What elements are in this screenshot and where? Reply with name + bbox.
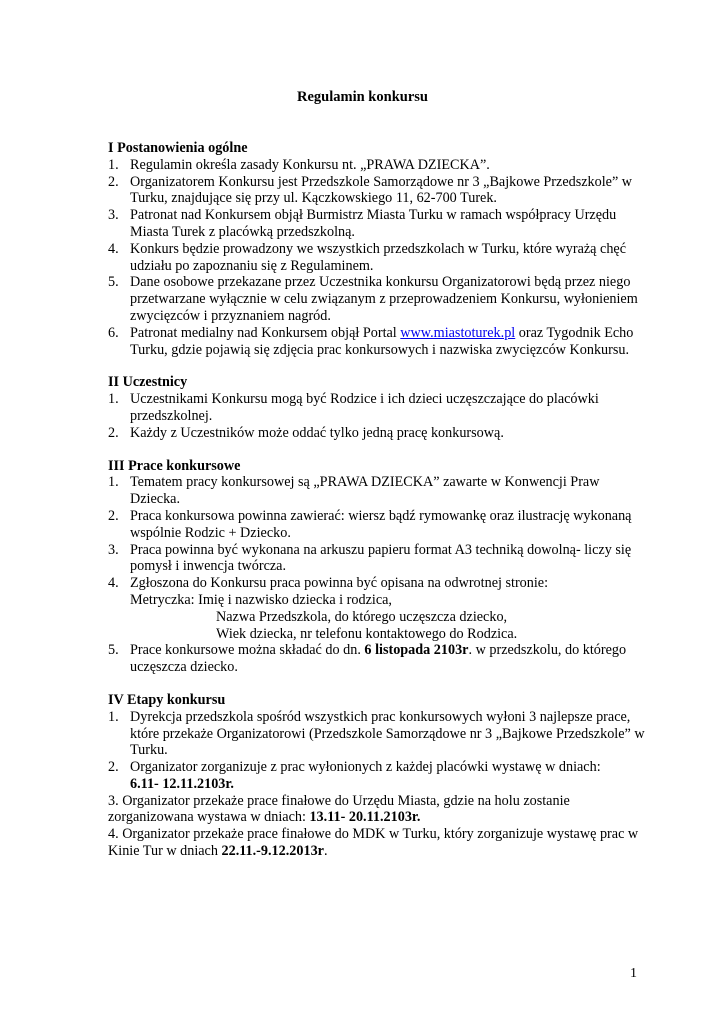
- item-text: Konkurs będzie prowadzony we wszystkich przedszkolach w Turku, które wyrażą chęć udziału po zapoznaniu się z Regulaminem.: [130, 240, 627, 274]
- metryczka-line: Nazwa Przedszkola, do którego uczęszcza dziecko,: [216, 608, 508, 625]
- page-number: 1: [630, 966, 637, 981]
- item-number: 2.: [108, 424, 119, 441]
- item-number: 2.: [108, 507, 119, 524]
- item-number: 3.: [108, 207, 119, 224]
- item-text: Regulamin określa zasady Konkursu nt. „PRAWA DZIECKA”.: [130, 156, 490, 173]
- list-item: [108, 542, 648, 576]
- portal-link[interactable]: www.miastoturek.pl: [400, 324, 516, 341]
- numbered-list: [108, 709, 648, 793]
- item-text: Patronat nad Konkursem objął Burmistrz Miasta Turku w ramach współpracy Urzędu Miasta Turek z placówką przedszkolną.: [130, 207, 617, 240]
- exhibition-dates: 22.11.-9.12.2013r: [221, 843, 324, 860]
- list-item: [108, 391, 648, 425]
- item-text: Każdy z Uczestników może oddać tylko jedną pracę konkursową.: [130, 424, 504, 441]
- item-text-part: .: [323, 843, 328, 860]
- list-item: [108, 575, 648, 642]
- list-item: [108, 157, 648, 174]
- item-number: 1.: [108, 391, 119, 408]
- list-item: [108, 508, 648, 542]
- item-number: 2.: [108, 759, 119, 776]
- list-item: [108, 642, 648, 676]
- item-text: Praca powinna być wykonana na arkuszu papieru format A3 techniką dowolną- liczy się pomysł i inwencja twórcza.: [130, 541, 632, 575]
- exhibition-dates: 13.11- 20.11.2103r.: [309, 809, 421, 826]
- list-item: [108, 241, 648, 275]
- item-number: 6.: [108, 324, 119, 341]
- item-number: 1.: [108, 156, 119, 173]
- item-text: [130, 759, 648, 793]
- item-text: Tematem pracy konkursowej są „PRAWA DZIECKA” zawarte w Konwencji Praw Dziecka.: [130, 474, 600, 508]
- section-general-provisions: [108, 140, 648, 358]
- section-heading: IV Etapy konkursu: [108, 691, 226, 708]
- list-item: [108, 274, 648, 324]
- metryczka-line: Metryczka: Imię i nazwisko dziecka i rodzica,: [130, 591, 392, 608]
- list-item: [108, 425, 648, 442]
- item-number: 5.: [108, 274, 119, 291]
- numbered-list: [108, 157, 648, 359]
- item-text-part: 4. Organizator przekaże prace finałowe do MDK w Turku, który zorganizuje wystawę prac w Kinie Tur w dniach: [108, 826, 639, 860]
- item-text: Dane osobowe przekazane przez Uczestnika konkursu Organizatorowi będą przez niego przetwarzane wyłącznie w celu związanym z przeprowadzeniem Konkursu, wyłonieniem zwycięzców i przyznaniem nagród.: [130, 274, 638, 324]
- section-heading: I Postanowienia ogólne: [108, 140, 248, 156]
- metryczka-block: [130, 592, 648, 642]
- item-number: 4.: [108, 575, 119, 592]
- item-number: 1.: [108, 708, 119, 725]
- document-title: Regulamin konkursu: [297, 89, 428, 105]
- exhibition-dates: 6.11- 12.11.2103r.: [130, 775, 234, 792]
- item-text: [130, 642, 648, 676]
- item-number: 3.: [108, 541, 119, 558]
- list-item: [108, 709, 648, 759]
- numbered-list: [108, 391, 648, 441]
- item-text-part: . w przedszkolu, do którego uczęszcza dziecko.: [130, 642, 627, 676]
- item-text-part: oraz Tygodnik Echo Turku, gdzie pojawią się zdjęcia prac konkursowych i nazwiska zwycięzców Konkursu.: [130, 324, 634, 358]
- list-item: [108, 207, 648, 241]
- section-heading: II Uczestnicy: [108, 374, 188, 391]
- item-text: [130, 575, 648, 642]
- item-text-part: Zgłoszona do Konkursu praca powinna być opisana na odwrotnej stronie:: [130, 575, 549, 592]
- item-text-part: 3. Organizator przekaże prace finałowe do Urzędu Miasta, gdzie na holu zostanie zorganizowana wystawa w dniach:: [108, 792, 570, 826]
- document-body: [108, 140, 648, 876]
- section-contest-stages: [108, 692, 648, 860]
- item-number: 5.: [108, 642, 119, 659]
- list-item-flat: [108, 826, 648, 860]
- metryczka-line: Wiek dziecka, nr telefonu kontaktowego do Rodzica.: [216, 625, 518, 642]
- item-number: 1.: [108, 474, 119, 491]
- item-text: [130, 325, 648, 359]
- item-text: Praca konkursowa powinna zawierać: wiersz bądź rymowankę oraz ilustrację wykonaną wspólnie Rodzic + Dziecko.: [130, 507, 632, 541]
- list-item: [108, 759, 648, 793]
- section-participants: [108, 374, 648, 441]
- section-contest-works: [108, 458, 648, 676]
- item-text-part: Prace konkursowe można składać do dn.: [130, 642, 365, 659]
- list-item-flat: [108, 793, 648, 827]
- deadline-date: 6 listopada 2103r: [364, 642, 469, 659]
- item-number: 2.: [108, 173, 119, 190]
- list-item: [108, 474, 648, 508]
- list-item: [108, 174, 648, 208]
- item-text-part: Organizator zorganizuje z prac wyłonionych z każdej placówki wystawę w dniach:: [130, 759, 601, 776]
- numbered-list: [108, 474, 648, 676]
- item-text: Uczestnikami Konkursu mogą być Rodzice i ich dzieci uczęszczające do placówki przedszkolnej.: [130, 391, 599, 424]
- item-text-part: Patronat medialny nad Konkursem objął Portal: [130, 324, 401, 341]
- item-number: 4.: [108, 240, 119, 257]
- section-heading: III Prace konkursowe: [108, 457, 241, 474]
- item-text: Dyrekcja przedszkola spośród wszystkich prac konkursowych wyłoni 3 najlepsze prace, które przekaże Organizatorowi (Przedszkole Samorządowe nr 3 „Bajkowe Przedszkole” w Turku.: [130, 708, 645, 759]
- item-text: Organizatorem Konkursu jest Przedszkole Samorządowe nr 3 „Bajkowe Przedszkole” w Turku, znajdujące się przy ul. Kączkowskiego 11, 62-700 Turek.: [130, 173, 633, 207]
- list-item: [108, 325, 648, 359]
